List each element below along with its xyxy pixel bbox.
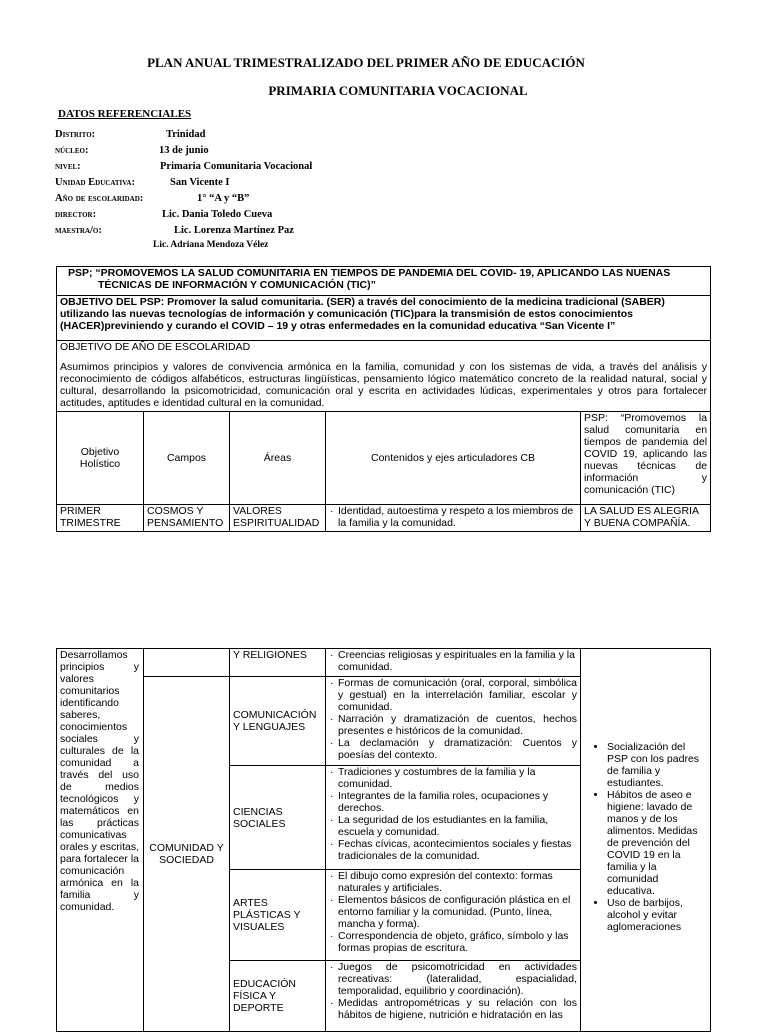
comunicacion-contenido-cell — [326, 677, 581, 766]
religiones-list — [329, 649, 577, 673]
datos-referenciales-heading: DATOS REFERENCIALES — [58, 108, 192, 120]
psp-title-row — [57, 267, 711, 296]
maestra-value-2 — [153, 240, 268, 250]
area-sociales-cell: CIENCIAS SOCIALES — [230, 766, 326, 870]
list-item: · La seguridad de los estudiantes en la familia, escuela y comunidad. — [338, 814, 577, 838]
maestra-value-2-text: Lic. Adriana Mendoza Vélez — [153, 240, 269, 250]
director-value: Lic. Dania Toledo Cueva — [162, 209, 273, 220]
objetivo-anio-row — [57, 341, 711, 412]
plan-table-page2 — [56, 648, 711, 1032]
campo-comunidad-cell: COMUNIDAD Y SOCIEDAD — [144, 677, 230, 1032]
psp-cell: LA SALUD ES ALEGRIA Y BUENA COMPAÑÍA. — [581, 505, 711, 532]
psp-title-cell — [57, 267, 711, 296]
col-areas-header: Áreas — [230, 412, 326, 505]
distrito-label: Distrito: — [55, 129, 96, 140]
anio-label: Año de escolaridad: — [55, 193, 144, 204]
list-item: · Narración y dramatización de cuentos, hechos presentes e históricos de la comunidad. — [338, 713, 577, 737]
list-item: · Elementos básicos de configuración plástica en el entorno familiar y la comunidad. (Punto, línea, mancha y forma). — [338, 894, 577, 930]
list-item: • Hábitos de aseo e higiene: lavado de manos y de los alimentos. Medidas de prevención del COVID 19 en la familia y la comunidad educativa. — [607, 789, 707, 897]
artes-list — [329, 870, 577, 954]
list-item: · Identidad, autoestima y respeto a los miembros de la familia y la comunidad. — [338, 505, 577, 529]
list-item: · Creencias religiosas y espirituales en la familia y la comunidad. — [338, 649, 577, 673]
col-contenidos-header: Contenidos y ejes articuladores CB — [326, 412, 581, 505]
document-title-line2: PRIMARIA COMUNITARIA VOCACIONAL — [268, 83, 528, 98]
col-psp-header: PSP: “Promovemos la salud comunitaria en tiempos de pandemia del COVID 19, aplicando las nuevas técnicas de información y comunicación (TIC) — [581, 412, 711, 505]
sociales-contenido-cell — [326, 766, 581, 870]
religiones-row — [57, 649, 711, 677]
list-item: • Socialización del PSP con los padres de familia y estudiantes. — [607, 741, 707, 789]
list-item: · El dibujo como expresión del contexto: formas naturales y artificiales. — [338, 870, 577, 894]
objetivo-anio-text: Asumimos principios y valores de convivencia armónica en la familia, comunidad y con los sistemas de vida, a través del análisis y reconocimiento de códigos alfabéticos, estructuras lingüísticas, pensamiento lógico matemático concreto de la realidad natural, social y cultural, desarrollando la psicomotricidad, comunicación oral y escrita en actividades lúdicas, experimentales y otros para fortalecer actitudes, aptitudes e identidad cultural en la comunidad. — [60, 361, 708, 409]
unidad-label: Unidad Educativa: — [55, 177, 135, 188]
list-item: · La declamación y dramatización: Cuentos y poesías del contexto. — [338, 737, 577, 761]
document-title-line1: PLAN ANUAL TRIMESTRALIZADO DEL PRIMER AÑO DE EDUCACIÓN — [147, 55, 585, 70]
area-religiones-cell: Y RELIGIONES — [230, 649, 326, 677]
plan-table-page1 — [56, 266, 711, 532]
contenido-list — [329, 505, 577, 529]
fisica-contenido-cell — [326, 961, 581, 1032]
area-cell: VALORES ESPIRITUALIDAD — [230, 505, 326, 532]
nivel-label: nivel: — [55, 161, 81, 172]
artes-contenido-cell — [326, 870, 581, 961]
nivel-value: Primaria Comunitaria Vocacional — [160, 161, 313, 172]
list-item: · Formas de comunicación (oral, corporal, simbólica y gestual) en la interrelación familiar, escolar y comunidad. — [338, 677, 577, 713]
comunicacion-list — [329, 677, 577, 761]
psp-title-line2: TÉCNICAS DE INFORMACIÓN Y COMUNICACIÓN (TIC)” — [98, 279, 376, 291]
objetivo-psp-cell: OBJETIVO DEL PSP: Promover la salud comunitaria. (SER) a través del conocimiento de la medicina tradicional (SABER) utilizando las nuevas tecnologías de información y comunicación (TIC)para la transmisión de estos conocimientos (HACER)previniendo y curando el COVID – 19 y otras enfermedades en la comunidad educativa “San Vicente I” — [57, 296, 711, 341]
list-item: • Uso de barbijos, alcohol y evitar aglomeraciones — [607, 897, 707, 933]
distrito-value: Trinidad — [166, 129, 206, 140]
fisica-list — [329, 961, 577, 1021]
col-campos-header: Campos — [144, 412, 230, 505]
contenido-cell — [326, 505, 581, 532]
area-comunicacion-cell: COMUNICACIÓN Y LENGUAJES — [230, 677, 326, 766]
nucleo-value: 13 de junio — [159, 145, 209, 156]
psp-actividades-cell — [581, 649, 711, 1032]
objetivo-psp-row — [57, 296, 711, 341]
objetivo-anio-cell — [57, 341, 711, 412]
psp-actividades-list — [584, 741, 707, 933]
psp-title-line1: PSP; “PROMOVEMOS LA SALUD COMUNITARIA EN TIEMPOS DE PANDEMIA DEL COVID- 19, APLICANDO LAS NUENAS — [68, 267, 671, 279]
area-fisica-cell: EDUCACIÓN FÍSICA Y DEPORTE — [230, 961, 326, 1032]
objetivo-holistico-cell: Desarrollamos principios y valores comunitarios identificando saberes, conocimientos sociales y culturales de la comunidad a través del uso de medios tecnológicos y matemáticos en las prácticas comunicativas orales y escritas, para fortalecer la comunicación armónica en la familia y comunidad. — [57, 649, 144, 1032]
list-item: · Juegos de psicomotricidad en actividades recreativas: (lateralidad, espacialidad, temporalidad, equilibrio y coordinación). — [338, 961, 577, 997]
col-objetivo-header: Objetivo Holístico — [57, 412, 144, 505]
campo-cell: COSMOS Y PENSAMIENTO — [144, 505, 230, 532]
maestra-value-1: Lic. Lorenza Martínez Paz — [174, 225, 294, 236]
maestra-label: maestra/o: — [55, 225, 102, 236]
list-item: · Tradiciones y costumbres de la familia y la comunidad. — [338, 766, 577, 790]
nucleo-label: núcleo: — [55, 145, 89, 156]
unidad-value: San Vicente I — [170, 177, 230, 188]
list-item: · Medidas antropométricas y su relación con los hábitos de higiene, nutrición e hidratación en las — [338, 997, 577, 1021]
anio-value: 1° “A y “B” — [197, 193, 250, 204]
area-artes-cell: ARTES PLÁSTICAS Y VISUALES — [230, 870, 326, 961]
director-label: director: — [55, 209, 97, 220]
list-item: · Integrantes de la familia roles, ocupaciones y derechos. — [338, 790, 577, 814]
campo-empty-cell — [144, 649, 230, 677]
objetivo-anio-title: OBJETIVO DE AÑO DE ESCOLARIDAD — [60, 341, 251, 353]
sociales-list — [329, 766, 577, 862]
column-header-row — [57, 412, 711, 505]
primer-trimestre-row — [57, 505, 711, 532]
religiones-contenido-cell — [326, 649, 581, 677]
trimestre-cell: PRIMER TRIMESTRE — [57, 505, 144, 532]
list-item: · Fechas cívicas, acontecimientos sociales y fiestas tradicionales de la comunidad. — [338, 838, 577, 862]
list-item: · Correspondencia de objeto, gráfico, símbolo y las formas propias de escritura. — [338, 930, 577, 954]
